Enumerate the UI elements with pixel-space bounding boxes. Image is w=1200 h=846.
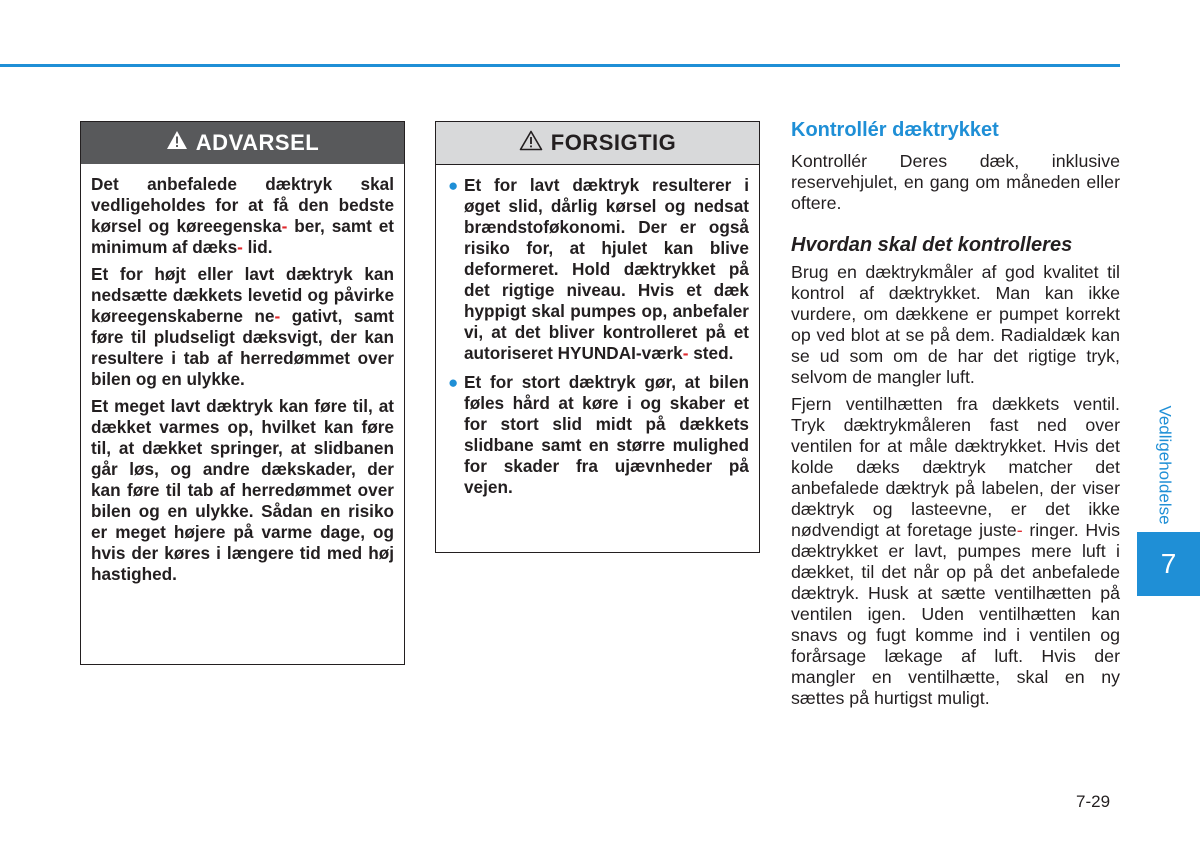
section-title: Kontrollér dæktrykket — [791, 119, 999, 141]
warning-body — [81, 164, 404, 601]
bullet-icon: ● — [448, 176, 459, 195]
section-subtitle: Hvordan skal det kontrolleres — [791, 234, 1073, 256]
caution-box — [435, 121, 760, 553]
warning-paragraph-3: Et meget lavt dæktryk kan føre til, at dækket varmes op, hvilket kan føre til, at dækket springer, at slidbanen går løs, og andre dækskader, der kan føre til tab af herredømmet over bilen og en ulykke. Sådan en risiko er meget højere på varme dage, og hvis der køres i længere tid med høj hastighed. — [91, 396, 394, 584]
warning-header — [81, 122, 404, 164]
page-number: 7-29 — [1076, 792, 1111, 811]
section-paragraph-2: Fjern ventilhætten fra dækkets ventil. Tryk dæktrykmåleren fast ned over ventilen for at måle dæktrykket. Hvis det kolde dæks dæktryk matcher det anbefalede dæktryk på labelen, der viser dæktryk og lasteevne, er det ikke nødvendigt at foretage juste- ringer. Hvis dæktrykket er lavt, pumpes mere luft i dækket, til det når op på det anbefalede dæktryk. Husk at sætte ventilhætten på ventilen igen. Uden ventilhætten kan snavs og fugt komme ind i ventilen og forårsage lækage af luft. Hvis der mangler en ventilhætte, skal en ny sættes på hurtigst muligt. — [791, 394, 1120, 708]
caution-triangle-icon — [519, 130, 543, 157]
warning-paragraph-1: Det anbefalede dæktryk skal vedligeholdes for at få den bedste kørsel og køreegenska- ber, samt et minimum af dæks- lid. — [91, 174, 395, 257]
caution-body — [436, 165, 759, 516]
caution-list — [446, 175, 749, 498]
caution-item-1: ● Et for lavt dæktryk resulterer i øget slid, dårlig kørsel og nedsat brændstoføkonomi. Der er også risiko for, at hjulet kan blive deformeret. Hold dæktrykket på det rigtige niveau. Hvis et dæk hyppigt skal pumpes op, anbefaler vi, at det bliver kontrolleret på et autoriseret HYUNDAI-værk- sted. — [448, 175, 749, 363]
section-intro: Kontrollér Deres dæk, inklusive reservehjulet, en gang om måneden eller oftere. — [791, 151, 1120, 213]
section-paragraph-1: Brug en dæktrykmåler af god kvalitet til kontrol af dæktrykket. Man kan ikke vurdere, om dækkene er pumpet korrekt op ved blot at se på dem. Radialdæk kan se ud som om de har det rigtige tryk, selvom de mangler luft. — [791, 262, 1120, 387]
warning-paragraph-2: Et for højt eller lavt dæktryk kan nedsætte dækkets levetid og påvirke køreegenskaberne ne- gativt, samt føre til pludseligt dæksvigt, der kan resultere i tab af herredømmet over bilen og en ulykke. — [91, 264, 395, 389]
caution-header — [436, 122, 759, 165]
caution-title: FORSIGTIG — [550, 130, 677, 155]
caution-item-2: ● Et for stort dæktryk gør, at bilen føles hård at køre i og skaber et for stort slid midt på dækkets slidbane samt en større mulighed for skader fra ujævnheder på vejen. — [448, 372, 749, 497]
top-rule — [0, 64, 1120, 67]
chapter-number-tab: 7 — [1137, 532, 1200, 596]
warning-box — [80, 121, 405, 665]
warning-triangle-icon — [166, 130, 188, 156]
bullet-icon: ● — [448, 373, 459, 392]
section-column — [791, 117, 1120, 715]
chapter-side-label: Vedligeholdelse — [1156, 405, 1176, 525]
warning-title: ADVARSEL — [195, 130, 320, 155]
